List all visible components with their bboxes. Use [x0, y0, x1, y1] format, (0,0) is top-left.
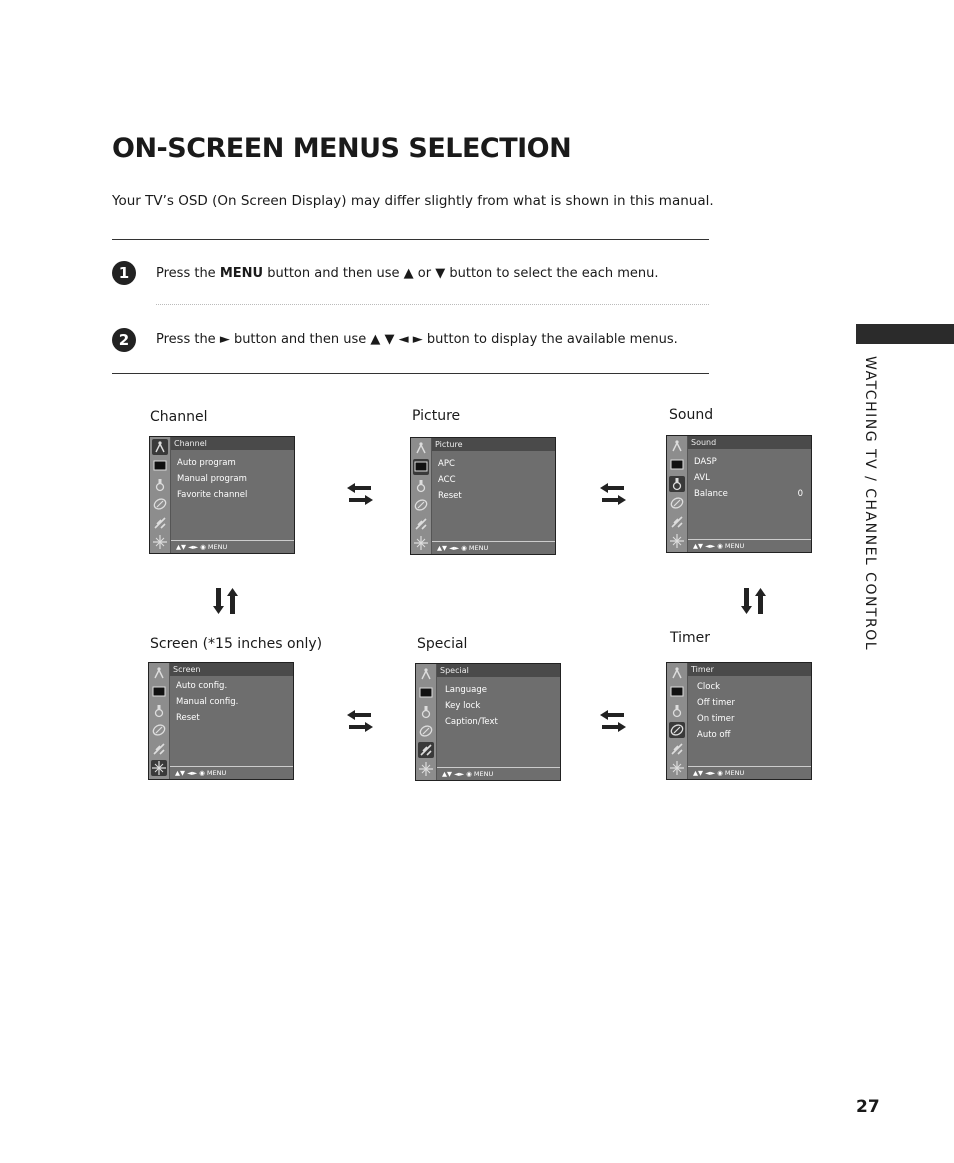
antenna-icon [418, 666, 434, 682]
osd-item-list [438, 456, 547, 504]
osd-header: Special [437, 664, 560, 677]
osd-footer: ▲▼ ◄► ◉ MENU [688, 766, 811, 779]
picture-icon [669, 684, 685, 700]
step-1-number: 1 [112, 261, 136, 285]
osd-item: Key lock [445, 701, 481, 711]
special-icon [669, 514, 685, 530]
swap-arrows-icon [347, 481, 373, 507]
balance-label: Balance [694, 489, 728, 499]
page-title: ON-SCREEN MENUS SELECTION [112, 133, 572, 164]
timer-icon [413, 497, 429, 513]
osd-item: Manual program [177, 474, 247, 484]
special-icon [418, 742, 434, 758]
screen-icon [669, 533, 685, 549]
vertical-swap-arrows-icon [212, 588, 240, 614]
osd-footer: ▲▼ ◄► ◉ MENU [432, 541, 555, 554]
osd-item: Manual config. [176, 697, 239, 707]
sound-icon [669, 703, 685, 719]
osd-icon-column [667, 436, 688, 552]
screen-icon [413, 535, 429, 551]
osd-icon-column [149, 663, 170, 779]
step-1-text [156, 266, 659, 281]
osd-item: ACC [438, 475, 456, 485]
sound-icon [151, 703, 167, 719]
screen-icon [669, 760, 685, 776]
swap-arrows-icon [347, 708, 373, 734]
special-icon [413, 516, 429, 532]
osd-footer: ▲▼ ◄► ◉ MENU [170, 766, 293, 779]
osd-icon-column [411, 438, 432, 554]
step-2-text: Press the ► button and then use ▲ ▼ ◄ ► button to display the available menus. [156, 332, 678, 347]
picture-icon [151, 684, 167, 700]
picture-icon [152, 458, 168, 474]
timer-icon [151, 722, 167, 738]
vertical-swap-arrows-icon [740, 588, 768, 614]
osd-item: Off timer [697, 698, 735, 708]
picture-icon [669, 457, 685, 473]
sound-icon [413, 478, 429, 494]
osd-item: DASP [694, 457, 717, 467]
osd-item-list [445, 682, 552, 730]
osd-item: Reset [176, 713, 200, 723]
section-title-text: WATCHING TV / CHANNEL CONTROL [862, 356, 878, 652]
osd-screen-menu [148, 662, 294, 780]
osd-timer-menu [666, 662, 812, 780]
osd-icon-column [416, 664, 437, 780]
picture-label: Picture [412, 408, 461, 424]
step-1-post: button and then use ▲ or ▼ button to select the each menu. [263, 266, 659, 281]
menu-key: MENU [219, 266, 264, 281]
channel-label: Channel [150, 409, 208, 425]
sound-icon [418, 704, 434, 720]
osd-channel-menu [149, 436, 295, 554]
osd-item-list [177, 455, 286, 503]
step-1-pre: Press the [156, 266, 220, 281]
screen-icon [418, 761, 434, 777]
osd-item: On timer [697, 714, 735, 724]
osd-item-balance [694, 486, 803, 502]
osd-footer: ▲▼ ◄► ◉ MENU [437, 767, 560, 780]
picture-icon [418, 685, 434, 701]
osd-header: Screen [170, 663, 293, 676]
bottom-rule [112, 373, 709, 374]
osd-picture-menu [410, 437, 556, 555]
antenna-icon [669, 665, 685, 681]
osd-item: Language [445, 685, 487, 695]
timer-label: Timer [670, 630, 711, 646]
osd-sound-menu [666, 435, 812, 553]
osd-item-list [694, 454, 803, 502]
special-icon [152, 515, 168, 531]
osd-item: Caption/Text [445, 717, 498, 727]
antenna-icon [669, 438, 685, 454]
balance-value: 0 [797, 489, 803, 499]
page-subtitle: Your TV’s OSD (On Screen Display) may differ slightly from what is shown in this manual. [112, 193, 714, 209]
page-number: 27 [856, 1097, 880, 1117]
timer-icon [669, 495, 685, 511]
osd-footer: ▲▼ ◄► ◉ MENU [171, 540, 294, 553]
step-divider [156, 304, 709, 305]
sound-icon [152, 477, 168, 493]
timer-icon [152, 496, 168, 512]
timer-icon [418, 723, 434, 739]
osd-item: Clock [697, 682, 721, 692]
osd-header: Channel [171, 437, 294, 450]
osd-item: Auto off [697, 730, 731, 740]
osd-footer: ▲▼ ◄► ◉ MENU [688, 539, 811, 552]
swap-arrows-icon [600, 708, 626, 734]
osd-item: Favorite channel [177, 490, 248, 500]
osd-item-list [697, 679, 803, 743]
osd-header: Timer [688, 663, 811, 676]
special-label: Special [417, 636, 468, 652]
sound-icon [669, 476, 685, 492]
section-tab [856, 324, 954, 344]
antenna-icon [413, 440, 429, 456]
section-title [856, 356, 886, 656]
antenna-icon [152, 439, 168, 455]
osd-item: Auto program [177, 458, 236, 468]
screen-icon [152, 534, 168, 550]
osd-item: AVL [694, 473, 710, 483]
osd-item: Auto config. [176, 681, 228, 691]
osd-item-list [176, 678, 285, 726]
osd-icon-column [667, 663, 688, 779]
top-rule [112, 239, 709, 240]
osd-icon-column [150, 437, 171, 553]
step-2-number: 2 [112, 328, 136, 352]
antenna-icon [151, 665, 167, 681]
osd-item: Reset [438, 491, 462, 501]
timer-icon [669, 722, 685, 738]
osd-item: APC [438, 459, 455, 469]
special-icon [669, 741, 685, 757]
osd-header: Picture [432, 438, 555, 451]
osd-header: Sound [688, 436, 811, 449]
special-icon [151, 741, 167, 757]
screen-label: Screen (*15 inches only) [150, 636, 323, 652]
screen-icon [151, 760, 167, 776]
osd-special-menu [415, 663, 561, 781]
sound-label: Sound [669, 407, 714, 423]
swap-arrows-icon [600, 481, 626, 507]
picture-icon [413, 459, 429, 475]
